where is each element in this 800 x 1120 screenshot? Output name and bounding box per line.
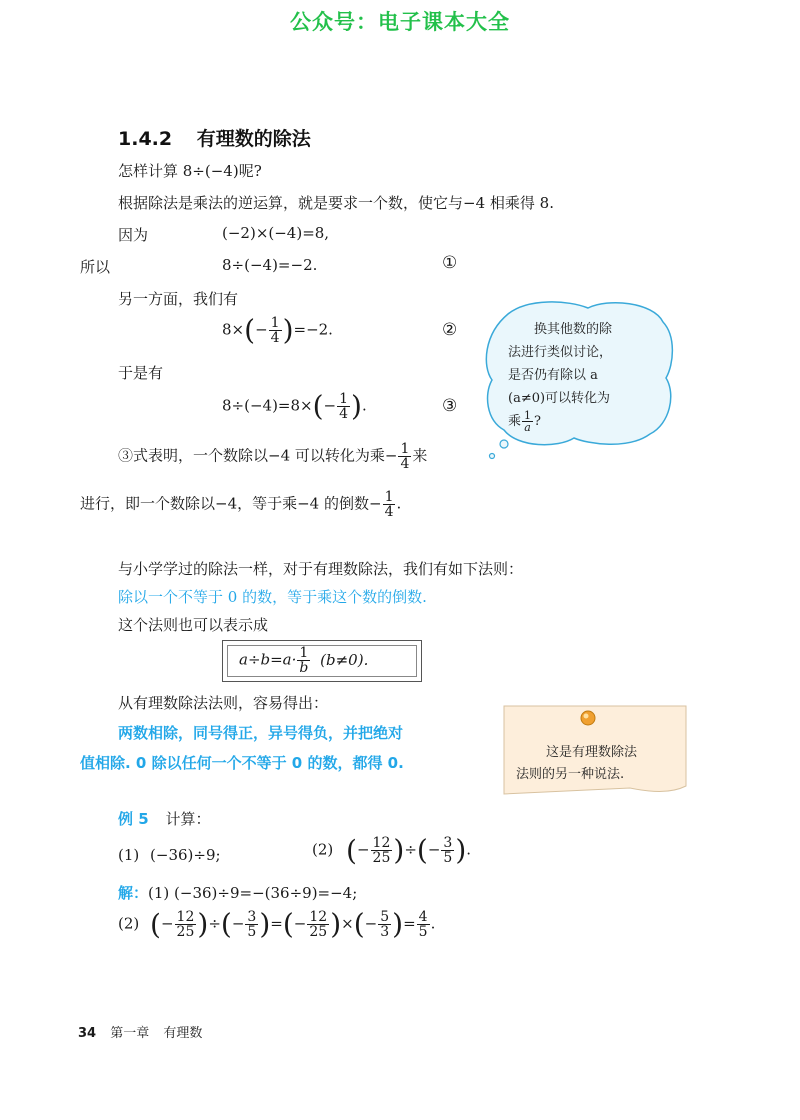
denominator: 4 bbox=[384, 504, 394, 520]
equation-2 bbox=[222, 313, 333, 347]
minus-sign: − bbox=[231, 914, 245, 933]
bubble-line-5b: ? bbox=[534, 414, 541, 429]
section-heading bbox=[118, 124, 311, 151]
explanation-1a: ③式表明，一个数除以−4 可以转化为乘− bbox=[118, 446, 398, 465]
reason-line: 根据除法是乘法的逆运算，就是要求一个数，使它与−4 相乘得 8. bbox=[118, 194, 554, 212]
paren-close: ) bbox=[351, 389, 362, 423]
numerator: 4 bbox=[418, 909, 428, 925]
solution-line-1 bbox=[118, 882, 357, 903]
numerator: 1 bbox=[297, 646, 310, 661]
paren-open: ( bbox=[416, 833, 428, 867]
page-number: 34 bbox=[78, 1026, 97, 1041]
question-line: 怎样计算 8÷(−4)呢? bbox=[118, 162, 262, 180]
explanation-line-1 bbox=[118, 442, 427, 471]
paren-close: ) bbox=[393, 833, 405, 867]
fraction-12-25 bbox=[175, 910, 197, 939]
because-equation: (−2)×(−4)=8, bbox=[222, 224, 330, 242]
note-line-2: 法则的另一种说法. bbox=[516, 767, 625, 782]
paren-open: ( bbox=[220, 907, 232, 941]
because-label: 因为 bbox=[118, 226, 149, 244]
sign-rule-line-1: 两数相除，同号得正，异号得负，并把绝对 bbox=[118, 724, 404, 742]
header-watermark: 公众号：电子课本大全 bbox=[290, 10, 510, 34]
solution-label: 解： bbox=[118, 884, 149, 902]
section-title: 有理数的除法 bbox=[196, 128, 311, 150]
denominator: 25 bbox=[176, 924, 195, 940]
minus-sign: − bbox=[160, 914, 174, 933]
page-footer bbox=[78, 1022, 212, 1041]
example-prompt: 计算： bbox=[165, 810, 211, 828]
fraction-one-quarter bbox=[383, 490, 396, 519]
explanation-2b: . bbox=[396, 494, 402, 513]
minus-sign: − bbox=[427, 840, 441, 859]
bubble-line-2: 法进行类似讨论， bbox=[508, 345, 613, 360]
equation-3-right: . bbox=[361, 396, 367, 415]
paren-open: ( bbox=[346, 833, 357, 867]
paren-open: ( bbox=[150, 907, 161, 941]
rule-formula-c: (b≠0). bbox=[320, 650, 369, 669]
from-rule-line: 从有理数除法法则，容易得出： bbox=[118, 694, 329, 712]
fraction-3-5 bbox=[245, 910, 258, 939]
thus-line: 于是有 bbox=[118, 364, 164, 382]
numerator: 12 bbox=[176, 909, 195, 925]
equals-sign: = bbox=[403, 914, 416, 933]
pin-highlight bbox=[584, 714, 589, 719]
times-sign: × bbox=[341, 914, 354, 933]
denominator: a bbox=[524, 421, 531, 434]
bubble-line-3: 是否仍有除以 a bbox=[508, 368, 598, 383]
period: . bbox=[430, 914, 436, 933]
chapter-label: 第一章 bbox=[110, 1026, 150, 1041]
denominator: 3 bbox=[380, 924, 390, 940]
paren-close: ) bbox=[259, 907, 271, 941]
explanation-1b: 来 bbox=[412, 446, 428, 465]
equation-2-left: 8× bbox=[222, 320, 245, 339]
equals-sign: = bbox=[270, 914, 283, 933]
note-text bbox=[516, 742, 676, 786]
equation-2-right: =−2. bbox=[293, 320, 333, 339]
primary-school-line: 与小学学过的除法一样，对于有理数除法，我们有如下法则： bbox=[118, 560, 524, 578]
paren-open: ( bbox=[353, 907, 365, 941]
bubble-text bbox=[508, 318, 642, 433]
denominator: 4 bbox=[339, 406, 349, 422]
minus-sign: − bbox=[356, 840, 370, 859]
rule-alt-line: 这个法则也可以表示成 bbox=[118, 616, 269, 634]
part-1-label: (1) bbox=[118, 846, 140, 864]
numerator: 3 bbox=[443, 835, 453, 851]
fraction-4-5 bbox=[417, 910, 430, 939]
note-line-1: 这是有理数除法 bbox=[546, 745, 638, 760]
paren-close: ) bbox=[282, 313, 294, 347]
other-hand-line: 另一方面，我们有 bbox=[118, 290, 239, 308]
numerator: 1 bbox=[270, 315, 280, 331]
minus-sign: − bbox=[323, 396, 337, 415]
chapter-title: 有理数 bbox=[163, 1026, 203, 1041]
so-equation: 8÷(−4)=−2. bbox=[222, 256, 318, 274]
divide-sign: ÷ bbox=[404, 840, 417, 859]
numerator: 12 bbox=[372, 835, 391, 851]
pin-icon bbox=[581, 711, 595, 725]
fraction-one-over-a bbox=[522, 410, 533, 433]
numerator: 12 bbox=[309, 909, 328, 925]
period: . bbox=[466, 840, 472, 859]
paren-close: ) bbox=[330, 907, 342, 941]
paren-close: ) bbox=[197, 907, 209, 941]
paren-open: ( bbox=[282, 907, 294, 941]
sign-rule-line-2: 值相除. 0 除以任何一个不等于 0 的数，都得 0. bbox=[80, 754, 404, 772]
fraction-one-over-b bbox=[297, 646, 310, 675]
bubble-line-1: 换其他数的除 bbox=[534, 322, 613, 337]
denominator: 4 bbox=[270, 330, 280, 346]
example-label: 例 5 bbox=[118, 810, 149, 828]
equation-mark-3: ③ bbox=[442, 396, 458, 416]
fraction-one-quarter bbox=[269, 316, 282, 345]
divide-sign: ÷ bbox=[208, 914, 221, 933]
numerator: 1 bbox=[524, 409, 532, 422]
denominator: 25 bbox=[372, 850, 391, 866]
paren-open: ( bbox=[244, 313, 256, 347]
rule-formula-box bbox=[222, 640, 422, 682]
bubble-line-5a: 乘 bbox=[508, 414, 522, 429]
rule-formula-a: a÷b=a· bbox=[239, 650, 297, 669]
numerator: 1 bbox=[339, 391, 349, 407]
minus-sign: − bbox=[293, 914, 307, 933]
rule-formula bbox=[239, 646, 368, 675]
fraction-12-25 bbox=[371, 836, 393, 865]
numerator: 1 bbox=[400, 441, 410, 457]
fraction-3-5 bbox=[441, 836, 454, 865]
paren-close: ) bbox=[455, 833, 467, 867]
explanation-2a: 进行，即一个数除以−4，等于乘−4 的倒数− bbox=[80, 494, 382, 513]
fraction-one-quarter bbox=[398, 442, 411, 471]
denominator: b bbox=[299, 660, 309, 676]
numerator: 3 bbox=[247, 909, 257, 925]
part-2-label: (2) bbox=[312, 840, 334, 859]
part-1-expression: (−36)÷9; bbox=[150, 846, 221, 864]
minus-sign: − bbox=[364, 914, 378, 933]
equation-3 bbox=[222, 389, 367, 423]
minus-sign: − bbox=[255, 320, 268, 339]
fraction-one-quarter bbox=[337, 392, 350, 421]
example-part-2 bbox=[312, 833, 472, 867]
explanation-line-2 bbox=[80, 490, 401, 519]
equation-mark-1: ① bbox=[442, 253, 458, 273]
solution-line-2 bbox=[118, 907, 436, 941]
denominator: 25 bbox=[309, 924, 328, 940]
so-label: 所以 bbox=[80, 258, 111, 276]
example-part-1 bbox=[118, 846, 221, 864]
paren-open: ( bbox=[312, 389, 324, 423]
bubble-line-4: (a≠0)可以转化为 bbox=[508, 391, 611, 406]
denominator: 5 bbox=[443, 850, 453, 866]
bubble-line-5 bbox=[508, 410, 642, 433]
denominator: 5 bbox=[418, 924, 428, 940]
numerator: 5 bbox=[380, 909, 390, 925]
fraction-12-25 bbox=[307, 910, 329, 939]
denominator: 5 bbox=[247, 924, 257, 940]
solution-2-label: (2) bbox=[118, 914, 140, 933]
section-number: 1.4.2 bbox=[118, 128, 173, 150]
equation-3-left: 8÷(−4)=8× bbox=[222, 396, 313, 415]
fraction-5-3 bbox=[378, 910, 391, 939]
equation-mark-2: ② bbox=[442, 320, 458, 340]
numerator: 1 bbox=[384, 489, 394, 505]
example-heading bbox=[118, 808, 210, 829]
solution-1: (1) (−36)÷9=−(36÷9)=−4; bbox=[148, 884, 358, 902]
division-rule: 除以一个不等于 0 的数，等于乘这个数的倒数. bbox=[118, 588, 427, 606]
denominator: 4 bbox=[400, 456, 410, 472]
paren-close: ) bbox=[392, 907, 404, 941]
